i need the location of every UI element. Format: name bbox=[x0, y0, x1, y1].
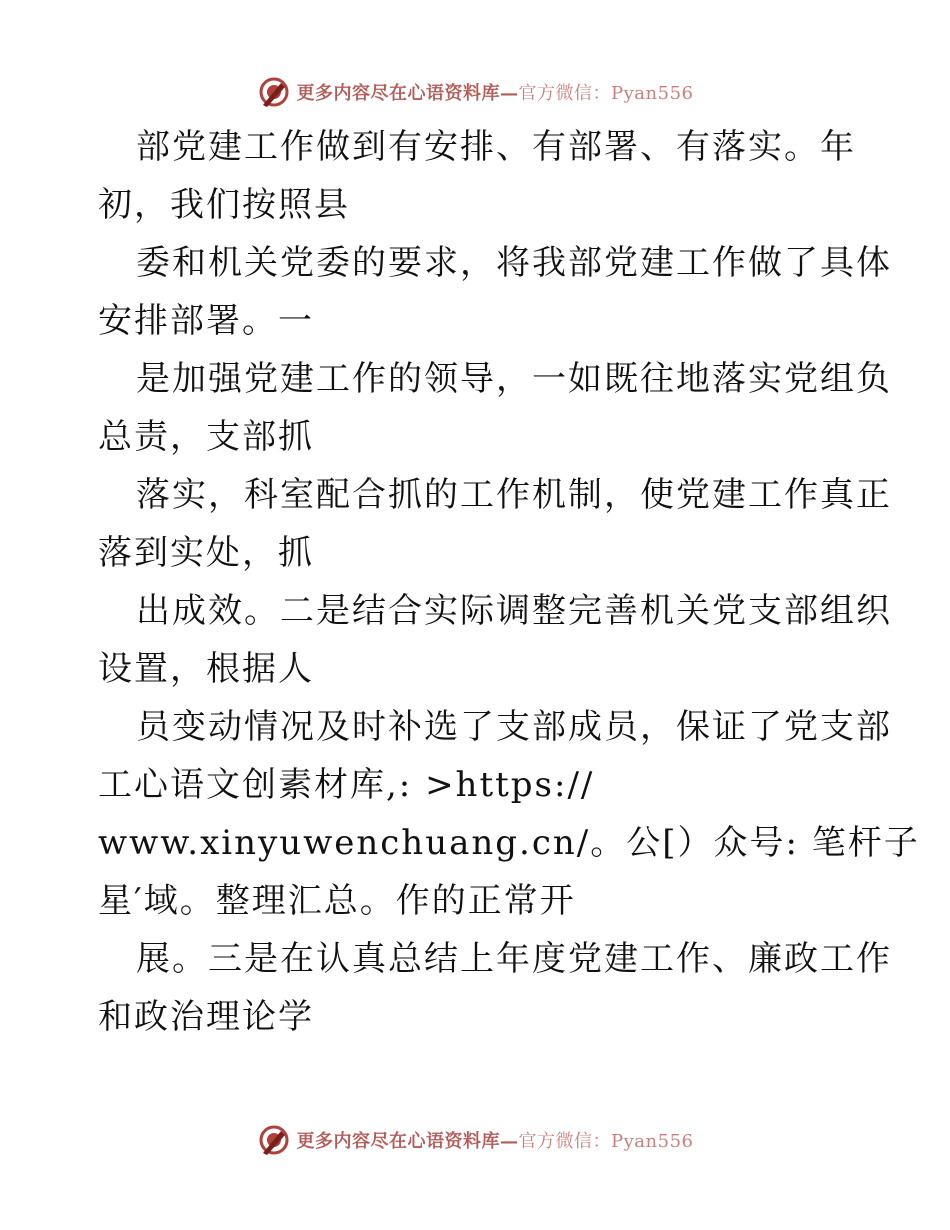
watermark-wechat: 官方微信：Pyan556 bbox=[518, 1131, 694, 1152]
text-line: 落实，科室配合抓的工作机制，使党建工作真正 bbox=[136, 475, 892, 515]
text-line: 星′域。整理汇总。作的正常开 bbox=[98, 881, 576, 921]
watermark-text bbox=[297, 79, 694, 105]
text-line: 设置，根据人 bbox=[98, 649, 314, 689]
pen-logo-icon bbox=[257, 75, 291, 109]
text-line: 总责，支部抓 bbox=[98, 417, 314, 457]
text-line: 委和机关党委的要求，将我部党建工作做了具体 bbox=[136, 243, 892, 283]
text-line: 初，我们按照县 bbox=[98, 185, 350, 225]
text-line: www.xinyuwenchuang.cn/。公[）众号: 笔杆子 bbox=[98, 823, 920, 863]
text-line: 是加强党建工作的领导，一如既往地落实党组负 bbox=[136, 359, 892, 399]
watermark-text bbox=[297, 1127, 694, 1153]
watermark-group bbox=[257, 75, 694, 109]
watermark-label: 更多内容尽在心语资料库— bbox=[296, 83, 519, 104]
watermark-wechat: 官方微信：Pyan556 bbox=[518, 83, 694, 104]
watermark-group bbox=[257, 1123, 694, 1157]
text-line: 工心语文创素材库,: >https:// bbox=[98, 765, 595, 805]
text-line: 落到实处，抓 bbox=[98, 533, 314, 573]
page-header-watermark bbox=[0, 72, 950, 112]
text-line: 部党建工作做到有安排、有部署、有落实。年 bbox=[136, 127, 856, 167]
page-footer-watermark bbox=[0, 1120, 950, 1160]
text-line: 安排部署。一 bbox=[98, 301, 314, 341]
text-line: 员变动情况及时补选了支部成员，保证了党支部 bbox=[136, 707, 892, 747]
text-line: 和政治理论学 bbox=[98, 997, 314, 1037]
watermark-label: 更多内容尽在心语资料库— bbox=[296, 1131, 519, 1152]
text-line: 展。三是在认真总结上年度党建工作、廉政工作 bbox=[136, 939, 892, 979]
document-body bbox=[98, 118, 920, 1046]
pen-logo-icon bbox=[257, 1123, 291, 1157]
text-line: 出成效。二是结合实际调整完善机关党支部组织 bbox=[136, 591, 892, 631]
